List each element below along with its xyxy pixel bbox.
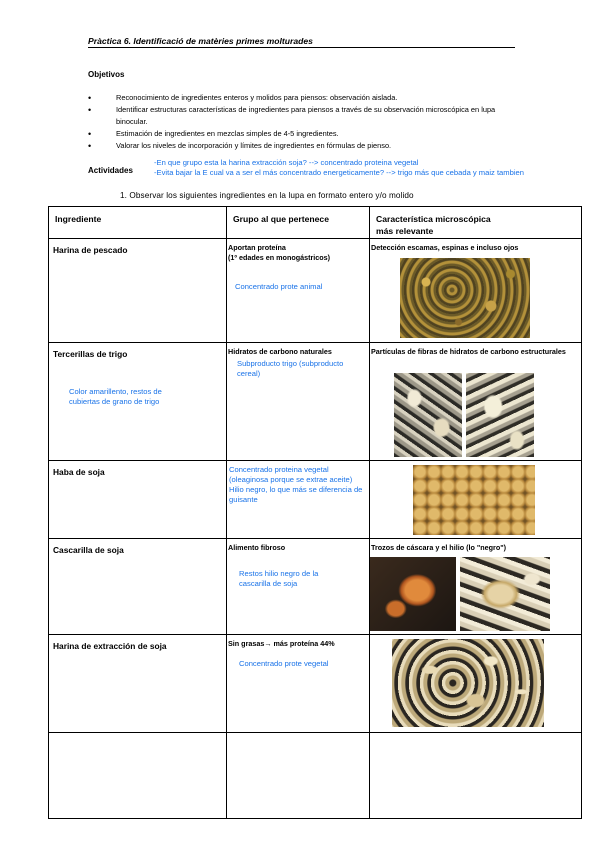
ingredients-table [48,206,582,819]
note-line: -Evita bajar la E cual va a ser el más concentrado energeticamente? --> trigo más que cebada y maiz tambien [154,168,524,177]
group-note: Concentrado prote vegetal [239,659,329,668]
hull-photo-2 [460,557,550,631]
instruction-text: 1. Observar los siguientes ingredientes en la lupa en formato entero y/o molido [120,191,414,200]
actividades-heading: Actividades [88,166,133,175]
ingredient-cell: Harina de pescado [49,239,227,343]
table-row [49,635,582,733]
ingredient-cell: Cascarilla de soja [49,539,227,635]
group-cell [227,461,370,539]
ingredient-cell: Harina de extracción de soja [49,635,227,733]
actividades-notes [154,158,574,178]
soybean-photo [413,465,535,535]
objetivo-item: • Estimación de ingredientes en mezclas simples de 4-5 ingredientes. [88,128,508,140]
header-cell: Grupo al que pertenece [227,207,370,239]
header-cell: Ingrediente [49,207,227,239]
ingredient-cell [49,733,227,819]
group-note: Concentrado proteina vegetal (oleaginosa porque se extrae aceite) Hilio negro, lo que más se diferencia de guisante [229,465,363,504]
feature-cell: Partículas de fibras de hidratos de carbono estructurales [370,343,582,461]
ingredient-cell: Haba de soja [49,461,227,539]
objetivos-heading: Objetivos [88,70,125,79]
objetivo-item: • Identificar estructuras características de ingredientes para piensos a través de su observación microscópica en lupa binocular. [88,104,508,128]
feature-cell [370,635,582,733]
group-cell: Aportan proteína (1º edades en monogástricos) Concentrado prote animal [227,239,370,343]
objetivos-list [88,92,508,152]
group-cell: Hidratos de carbono naturales Subproducto trigo (subproducto cereal) [227,343,370,461]
table-row [49,343,582,461]
page-title: Pràctica 6. Identificació de matèries primes molturades [88,36,313,46]
table-header-row [49,207,582,239]
note-line: -En que grupo esta la harina extracción soja? --> concentrado proteina vegetal [154,158,419,167]
wheat-photo-1 [394,373,462,457]
soymeal-photo [392,639,544,727]
table-row [49,239,582,343]
fishmeal-photo [400,258,530,338]
title-underline [88,47,515,48]
objetivo-item: • Valorar los niveles de incorporación y límites de ingredientes en fórmulas de pienso. [88,140,508,152]
group-cell: Sin grasas→ más proteína 44% Concentrado prote vegetal [227,635,370,733]
group-note: Restos hilio negro de la cascarilla de soja [239,569,319,588]
table-row [49,461,582,539]
ingredient-cell: Tercerillas de trigo Color amarillento, restos de cubiertas de grano de trigo [49,343,227,461]
feature-cell: Detección escamas, espinas e incluso ojos [370,239,582,343]
group-cell: Alimento fibroso Restos hilio negro de la cascarilla de soja [227,539,370,635]
hull-photo-1 [370,557,456,631]
header-cell: Característica microscópica más relevante [370,207,582,239]
group-note: Concentrado prote animal [235,282,323,291]
table-row-empty [49,733,582,819]
ingredient-note: Color amarillento, restos de cubiertas de grano de trigo [69,387,162,406]
group-cell [227,733,370,819]
objetivo-item: • Reconocimiento de ingredientes enteros y molidos para piensos: observación aislada. [88,92,508,104]
feature-cell: Trozos de cáscara y el hilio (lo "negro") [370,539,582,635]
table-row [49,539,582,635]
feature-cell [370,461,582,539]
feature-cell [370,733,582,819]
wheat-photo-2 [466,373,534,457]
group-note: Subproducto trigo (subproducto cereal) [237,359,344,378]
